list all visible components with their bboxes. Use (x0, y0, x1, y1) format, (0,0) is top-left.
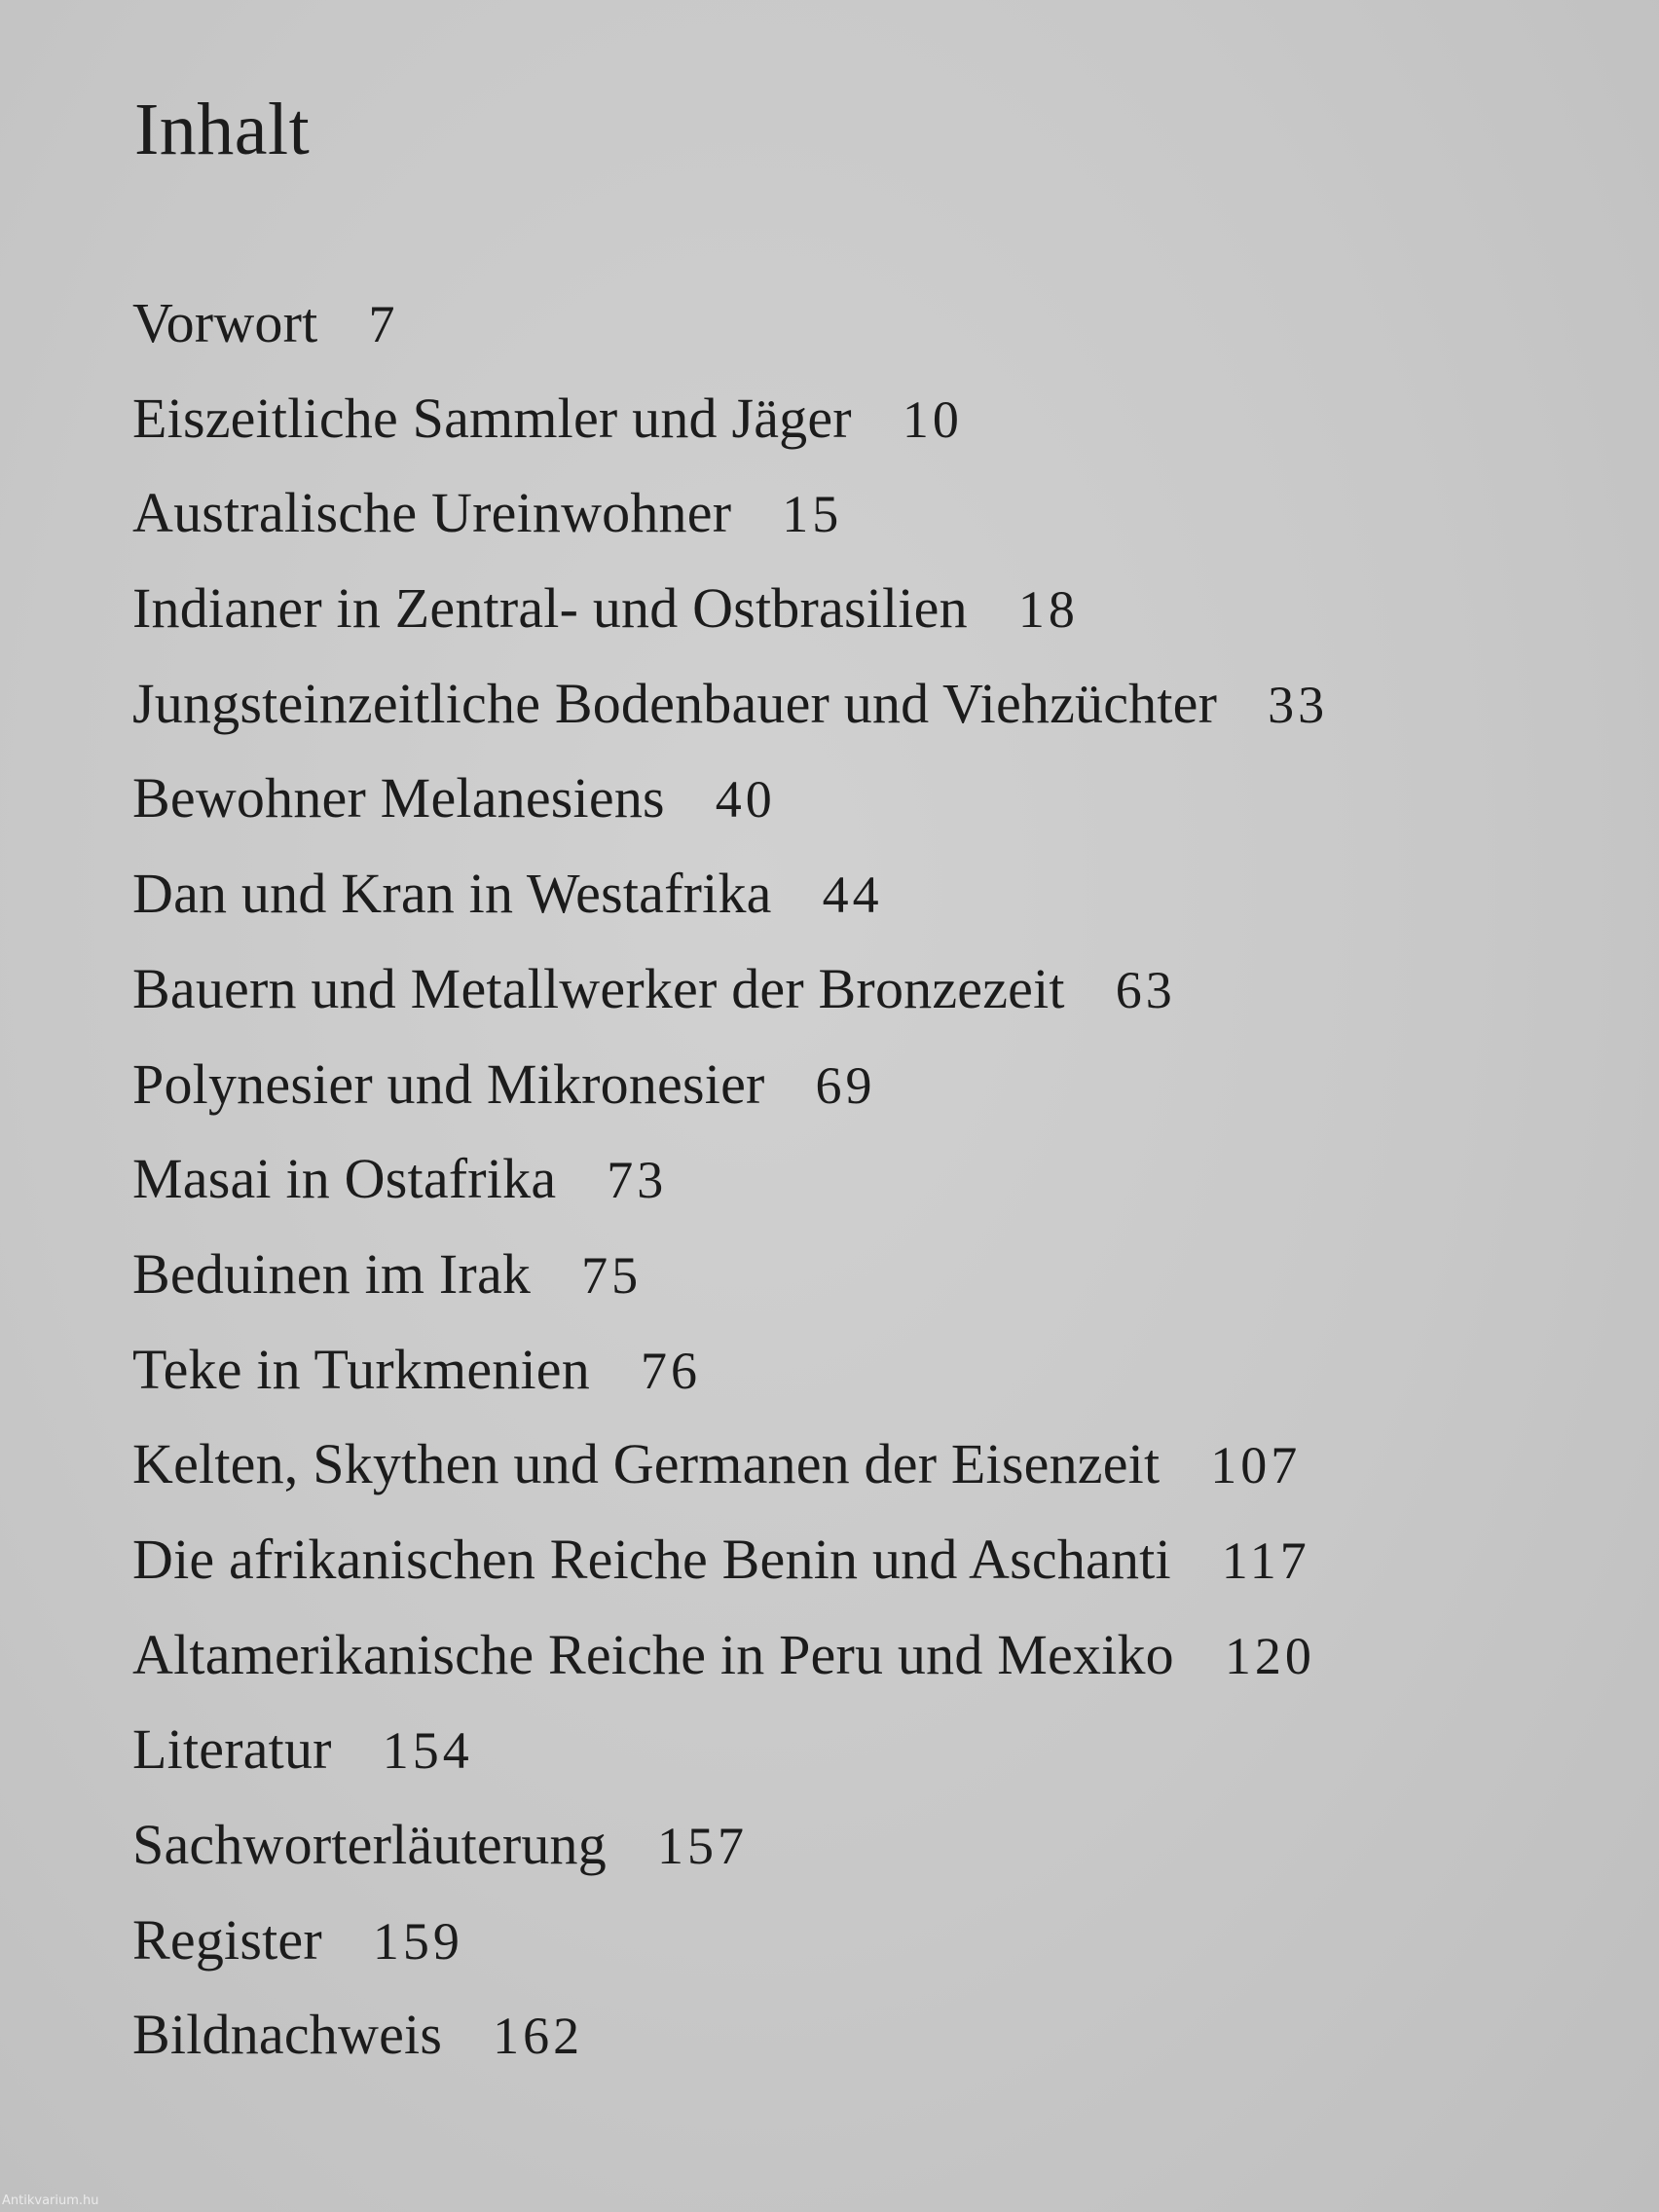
toc-entry (132, 954, 1328, 1050)
toc-entry-label: Kelten, Skythen und Germanen der Eisenzeit (132, 1432, 1161, 1496)
toc-entry (132, 1050, 1328, 1145)
toc-entry-page: 76 (640, 1341, 701, 1400)
toc-entry (132, 384, 1328, 479)
toc-entry-label: Vorwort (132, 291, 318, 354)
toc-entry-label: Altamerikanische Reiche in Peru und Mexiko (132, 1622, 1174, 1686)
toc-entry-label: Register (132, 1907, 322, 1972)
toc-entry (132, 763, 1328, 859)
table-of-contents (132, 288, 1328, 2095)
toc-entry (132, 1239, 1328, 1335)
toc-entry-page: 40 (715, 770, 776, 830)
toc-entry (132, 288, 1328, 384)
toc-entry-page: 18 (1017, 580, 1079, 640)
toc-entry-label: Bewohner Melanesiens (132, 766, 665, 830)
toc-entry-page: 154 (382, 1721, 473, 1781)
toc-entry-page: 157 (656, 1817, 748, 1875)
toc-entry-page: 7 (368, 295, 399, 353)
toc-entry-page: 159 (372, 1911, 463, 1971)
toc-entry-page: 162 (493, 2007, 584, 2066)
toc-entry-label: Indianer in Zentral- und Ostbrasilien (132, 576, 968, 641)
toc-entry (132, 1810, 1328, 1905)
toc-entry (132, 1429, 1328, 1525)
toc-entry-page: 73 (607, 1151, 668, 1210)
toc-entry (132, 478, 1328, 573)
toc-entry-label: Dan und Kran in Westafrika (132, 862, 772, 926)
toc-entry-page: 120 (1224, 1626, 1315, 1685)
toc-entry-page: 63 (1115, 960, 1176, 1019)
toc-entry-label: Jungsteinzeitliche Bodenbauer und Viehzüchter (132, 671, 1218, 735)
page-title: Inhalt (134, 89, 311, 170)
toc-entry (132, 573, 1328, 669)
toc-entry-label: Teke in Turkmenien (132, 1337, 590, 1401)
toc-entry (132, 1905, 1328, 2001)
toc-entry-page: 75 (581, 1245, 643, 1305)
toc-entry-label: Bildnachweis (132, 2003, 443, 2067)
toc-entry (132, 1335, 1328, 1430)
toc-entry-label: Sachworterläuterung (132, 1813, 607, 1876)
toc-entry-label: Eiszeitliche Sammler und Jäger (132, 386, 852, 450)
toc-entry-label: Die afrikanischen Reiche Benin und Aschanti (132, 1527, 1171, 1591)
toc-entry (132, 1525, 1328, 1620)
toc-entry-label: Beduinen im Irak (132, 1241, 532, 1306)
toc-entry-page: 117 (1221, 1530, 1310, 1590)
toc-entry-page: 44 (822, 866, 883, 925)
toc-entry (132, 859, 1328, 954)
toc-entry (132, 669, 1328, 764)
toc-entry-label: Bauern und Metallwerker der Bronzezeit (132, 956, 1065, 1020)
toc-entry-page: 10 (902, 389, 963, 449)
toc-entry (132, 1620, 1328, 1715)
toc-entry-label: Australische Ureinwohner (132, 481, 732, 545)
toc-entry-label: Literatur (132, 1717, 332, 1782)
toc-entry-page: 15 (782, 485, 843, 544)
toc-entry (132, 2000, 1328, 2095)
toc-entry-label: Polynesier und Mikronesier (132, 1051, 765, 1116)
toc-entry (132, 1714, 1328, 1810)
toc-entry-page: 107 (1210, 1436, 1302, 1495)
toc-entry-page: 69 (815, 1055, 876, 1115)
toc-entry-label: Masai in Ostafrika (132, 1147, 557, 1211)
toc-entry (132, 1144, 1328, 1239)
watermark-text: Antikvarium.hu (2, 2194, 99, 2208)
toc-entry-page: 33 (1268, 675, 1329, 734)
